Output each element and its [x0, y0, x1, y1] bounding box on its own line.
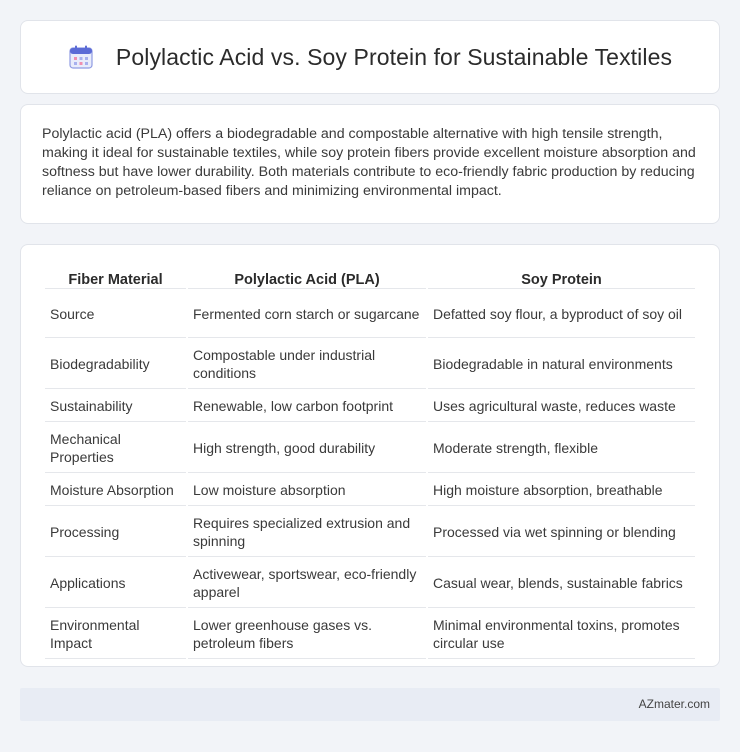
column-header-soy-protein: Soy Protein	[428, 267, 695, 289]
table-row	[45, 610, 695, 659]
pla-cell: Requires specialized extrusion and spinning	[188, 508, 426, 557]
soy-cell: High moisture absorption, breathable	[428, 475, 695, 506]
intro-card	[20, 104, 720, 224]
table-row	[45, 559, 695, 608]
row-label: Environmental Impact	[45, 610, 186, 659]
soy-cell: Casual wear, blends, sustainable fabrics	[428, 559, 695, 608]
pla-cell: Compostable under industrial conditions	[188, 340, 426, 389]
comparison-table-card	[20, 244, 720, 667]
comparison-table	[43, 265, 697, 661]
title-card	[20, 20, 720, 94]
soy-cell: Biodegradable in natural environments	[428, 340, 695, 389]
soy-cell: Uses agricultural waste, reduces waste	[428, 391, 695, 422]
intro-text: Polylactic acid (PLA) offers a biodegradable and compostable alternative with high tensile strength, making it ideal for sustainable textiles, while soy protein fibers provide excellent moisture absorption and softness but have lower durability. Both materials contribute to eco-friendly fabric production by reducing reliance on petroleum-based fibers and minimizing environmental impact.	[42, 126, 696, 199]
row-label: Source	[45, 291, 186, 338]
pla-cell: High strength, good durability	[188, 424, 426, 473]
row-label: Mechanical Properties	[45, 424, 186, 473]
row-label: Biodegradability	[45, 340, 186, 389]
column-header-pla: Polylactic Acid (PLA)	[188, 267, 426, 289]
table-row	[45, 424, 695, 473]
footer-brand[interactable]: AZmater.com	[638, 697, 710, 711]
soy-cell: Minimal environmental toxins, promotes circular use	[428, 610, 695, 659]
pla-cell: Fermented corn starch or sugarcane	[188, 291, 426, 338]
table-row	[45, 291, 695, 338]
row-label: Moisture Absorption	[45, 475, 186, 506]
footer	[20, 688, 720, 721]
pla-cell: Activewear, sportswear, eco-friendly apparel	[188, 559, 426, 608]
table-row	[45, 475, 695, 506]
table-row	[45, 340, 695, 389]
calendar-icon	[68, 44, 94, 70]
table-header-row	[45, 267, 695, 289]
column-header-fiber-material: Fiber Material	[45, 267, 186, 289]
soy-cell: Processed via wet spinning or blending	[428, 508, 695, 557]
soy-cell: Defatted soy flour, a byproduct of soy oil	[428, 291, 695, 338]
pla-cell: Lower greenhouse gases vs. petroleum fibers	[188, 610, 426, 659]
page-title: Polylactic Acid vs. Soy Protein for Sustainable Textiles	[115, 43, 673, 70]
row-label: Applications	[45, 559, 186, 608]
table-row	[45, 508, 695, 557]
row-label: Sustainability	[45, 391, 186, 422]
pla-cell: Low moisture absorption	[188, 475, 426, 506]
row-label: Processing	[45, 508, 186, 557]
pla-cell: Renewable, low carbon footprint	[188, 391, 426, 422]
table-row	[45, 391, 695, 422]
soy-cell: Moderate strength, flexible	[428, 424, 695, 473]
